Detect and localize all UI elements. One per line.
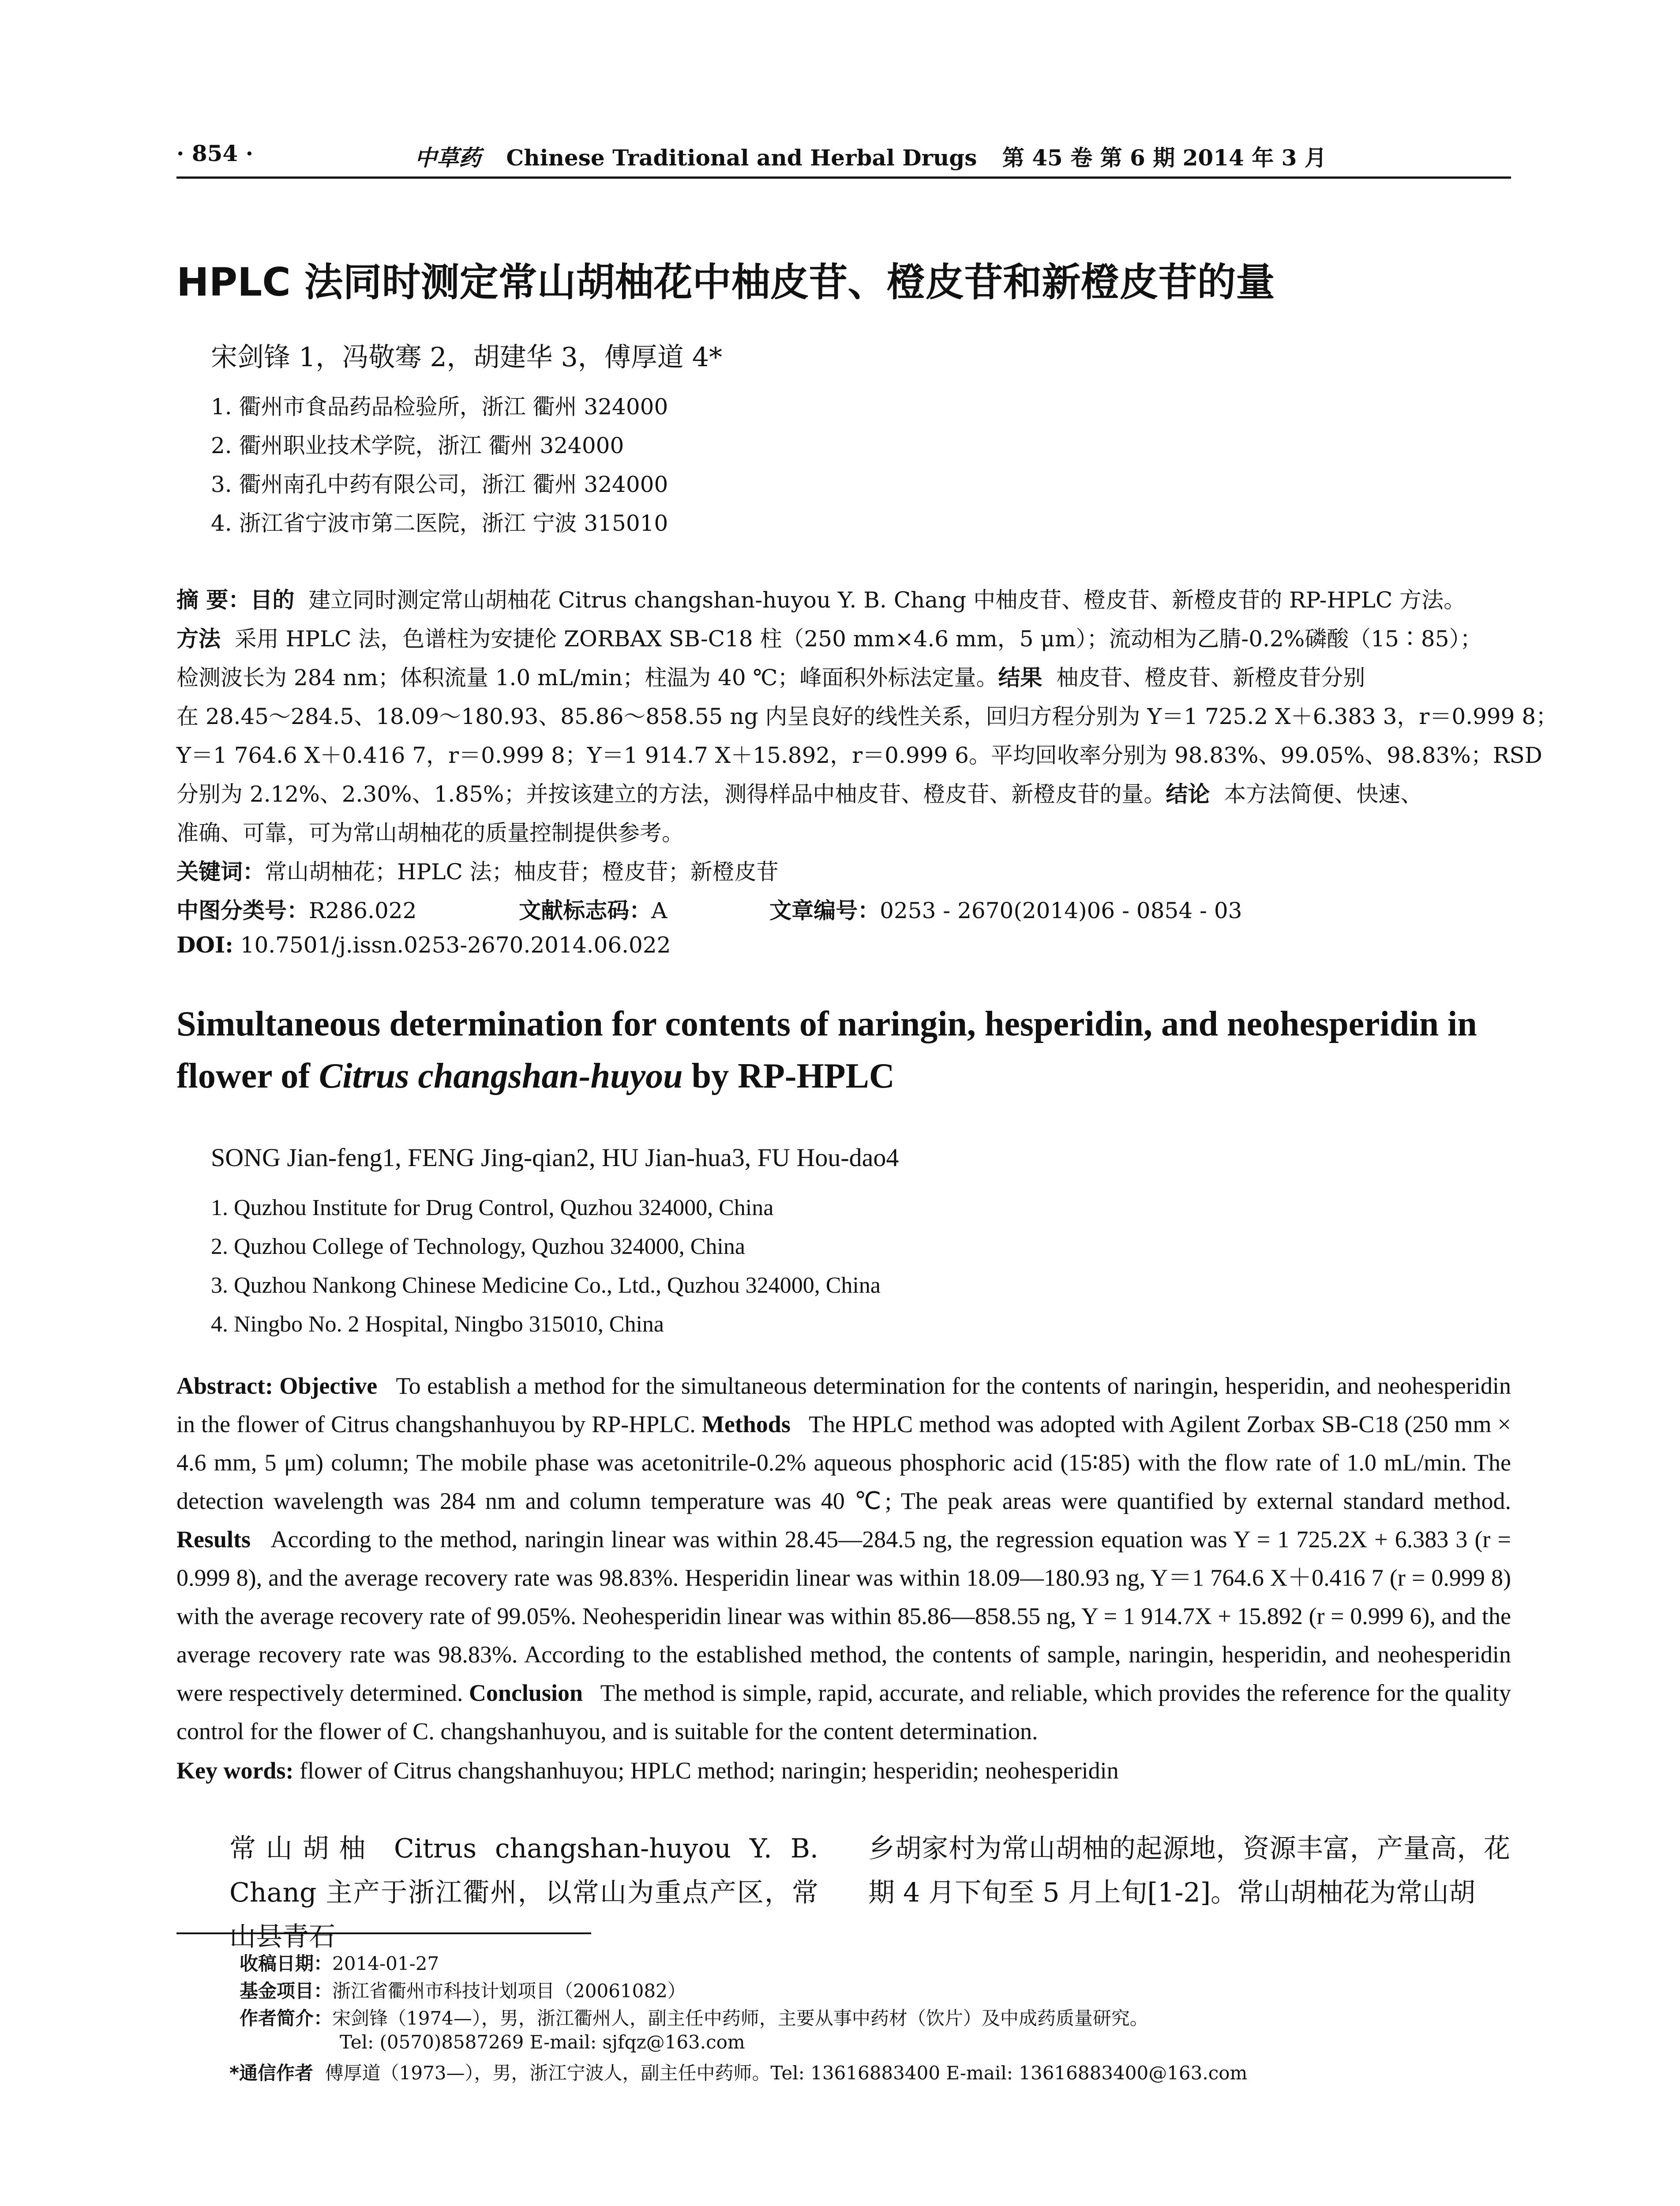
- journal-name: Chinese Traditional and Herbal Drugs: [506, 145, 977, 171]
- en-affiliation-4: 4. Ningbo No. 2 Hospital, Ningbo 315010, China: [211, 1312, 664, 1337]
- cn-results-text: 柚皮苷、橙皮苷、新橙皮苷分别: [1056, 665, 1365, 690]
- doc-code-label: 文献标志码：: [519, 898, 652, 923]
- en-title: [176, 998, 1522, 1102]
- journal-header: [415, 140, 1327, 172]
- cn-keywords-label: 关键词：: [176, 859, 265, 885]
- article-no-label: 文章编号：: [769, 898, 880, 923]
- cn-methods-text: 采用 HPLC 法，色谱柱为安捷伦 ZORBAX SB-C18 柱（250 mm×4.6 mm，5 μm）；流动相为乙腈-0.2%磷酸（15∶85）；: [234, 626, 1482, 652]
- cn-affiliation-3: 3. 衢州南孔中药有限公司，浙江 衢州 324000: [211, 472, 668, 497]
- en-authors: SONG Jian-feng1, FENG Jing-qian2, HU Jian-hua3, FU Hou-dao4: [211, 1143, 899, 1172]
- cn-keywords: [176, 854, 779, 886]
- cn-conclusion-label: 结论: [1166, 781, 1210, 807]
- cn-affiliation-1: 1. 衢州市食品药品检验所，浙江 衢州 324000: [211, 394, 668, 420]
- body-right-text: 乡胡家村为常山胡柚的起源地，资源丰富，产量高，花期 4 月下旬至 5 月上旬[1-2]。常山胡柚花为常山胡: [868, 1833, 1510, 1908]
- cn-affiliation-4: 4. 浙江省宁波市第二医院，浙江 宁波 315010: [211, 510, 668, 536]
- en-affiliation-2: 2. Quzhou College of Technology, Quzhou 324000, China: [211, 1234, 745, 1259]
- footnote-received: [240, 1949, 439, 1976]
- received-date: 2014-01-27: [332, 1953, 439, 1974]
- en-results-text: According to the method, naringin linear was within 28.45—284.5 ng, the regression equation was Y = 1 725.2X + 6.383 3 (r = 0.999 8), and the average recovery rate was 98.83%. Hesperidin linear was within 18.09—180.93 ng, Y＝1 764.6 X＋0.416 7 (r = 0.999 8) with the average recovery rate of 99.05%. Neohesperidin linear was within 85.86—858.55 ng, Y = 1 914.7X + 15.892 (r = 0.999 6), and the average recovery rate was 98.83%. According to the established method, the contents of sample, naringin, hesperidin, and neohesperidin were respectively determined.: [176, 1526, 1511, 1706]
- fund-text: 浙江省衢州市科技计划项目（20061082）: [332, 1980, 686, 2002]
- cn-affiliation-2: 2. 衢州职业技术学院，浙江 衢州 324000: [211, 433, 624, 458]
- cn-keywords-text: 常山胡柚花；HPLC 法；柚皮苷；橙皮苷；新橙皮苷: [265, 859, 779, 885]
- cn-title: HPLC 法同时测定常山胡柚花中柚皮苷、橙皮苷和新橙皮苷的量: [176, 259, 1275, 305]
- footnote-bio-contact: Tel: (0570)8587269 E-mail: sjfqz@163.com: [340, 2031, 745, 2053]
- cn-objective-label: 目的: [250, 587, 295, 613]
- clc-label: 中图分类号：: [176, 898, 309, 923]
- footnote-fund: [240, 1977, 686, 2003]
- en-results-label: Results: [176, 1526, 251, 1553]
- cn-abstract-line-7: 准确、可靠，可为常山胡柚花的质量控制提供参考。: [176, 820, 684, 846]
- cn-conclusion-text: 本方法简便、快速、: [1224, 781, 1423, 807]
- en-keywords-label: Key words:: [176, 1757, 294, 1784]
- en-title-part-2: by RP-HPLC: [682, 1057, 895, 1095]
- journal-brand: 中草药: [415, 145, 481, 171]
- corr-text: 傅厚道（1973—），男，浙江宁波人，副主任中药师。Tel: 13616883400 E-mail: 13616883400@163.com: [325, 2062, 1248, 2084]
- en-affiliation-3: 3. Quzhou Nankong Chinese Medicine Co., Ltd., Quzhou 324000, China: [211, 1273, 881, 1298]
- en-conclusion-label: Conclusion: [469, 1680, 583, 1706]
- en-affiliation-1: 1. Quzhou Institute for Drug Control, Quzhou 324000, China: [211, 1195, 774, 1220]
- cn-methods-label: 方法: [176, 626, 221, 652]
- doi-value: 10.7501/j.issn.0253-2670.2014.06.022: [240, 932, 671, 958]
- body-column-left: [176, 1827, 818, 1959]
- cn-abstract-line-3: [176, 660, 1365, 692]
- en-title-species: Citrus changshan-huyou: [319, 1057, 683, 1095]
- header-rule: [176, 176, 1511, 179]
- en-objective-label: Objective: [279, 1373, 378, 1399]
- footnote-rule: [176, 1932, 591, 1934]
- fund-label: 基金项目：: [240, 1980, 333, 2002]
- en-keywords-text: flower of Citrus changshanhuyou; HPLC method; naringin; hesperidin; neohesperidin: [299, 1757, 1119, 1784]
- en-methods-label: Methods: [701, 1411, 791, 1437]
- cn-objective-text: 建立同时测定常山胡柚花 Citrus changshan-huyou Y. B. Chang 中柚皮苷、橙皮苷、新橙皮苷的 RP-HPLC 方法。: [308, 587, 1466, 613]
- en-objective-text: To establish a method for the simultaneous determination for the contents of naringin, hesperidin, and neohesperidin in the flower of Citrus changshanhuyou by RP-HPLC.: [176, 1373, 1511, 1437]
- en-keywords: [176, 1757, 1119, 1784]
- cn-abstract-line-2: [176, 621, 1482, 653]
- doi-line: [176, 932, 671, 958]
- cn-abstract-line-4: 在 28.45～284.5、18.09～180.93、85.86～858.55 ng 内呈良好的线性关系，回归方程分别为 Y＝1 725.2 X＋6.383 3，r＝0.999 8；: [176, 704, 1558, 729]
- received-label: 收稿日期：: [240, 1953, 333, 1974]
- clc-value: R286.022: [309, 898, 417, 923]
- cn-authors: 宋剑锋 1，冯敬骞 2，胡建华 3，傅厚道 4*: [211, 342, 722, 373]
- cn-results-text-cont: 分别为 2.12%、2.30%、1.85%；并按该建立的方法，测得样品中柚皮苷、橙皮苷、新橙皮苷的量。: [176, 781, 1166, 807]
- cn-abstract-label: 摘 要：: [176, 587, 251, 613]
- footnote-corresponding: [229, 2059, 1247, 2085]
- en-abstract: [176, 1367, 1511, 1751]
- corr-label: *通信作者: [229, 2062, 313, 2084]
- cn-methods-text-cont: 检测波长为 284 nm；体积流量 1.0 mL/min；柱温为 40 ℃；峰面积外标法定量。: [176, 665, 998, 690]
- footnote-bio: [240, 2004, 1148, 2030]
- en-conclusion-text: The method is simple, rapid, accurate, and reliable, which provides the reference for the quality control for the flower of C. changshanhuyou, and is suitable for the content determination.: [176, 1680, 1511, 1745]
- bio-label: 作者简介：: [240, 2007, 333, 2029]
- journal-issue: 第 45 卷 第 6 期 2014 年 3 月: [1002, 145, 1327, 171]
- en-methods-text: The HPLC method was adopted with Agilent Zorbax SB-C18 (250 mm × 4.6 mm, 5 μm) column; The mobile phase was acetonitrile-0.2% aqueous phosphoric acid (15∶85) with the flow rate of 1.0 mL/min. The detection wavelength was 284 nm and column temperature was 40 ℃; The peak areas were quantified by external standard method.: [176, 1411, 1511, 1514]
- en-title-part-1: Simultaneous determination for contents of naringin, hesperidin, and neohesperidin in flower of: [176, 1005, 1477, 1095]
- bio-text: 宋剑锋（1974—），男，浙江衢州人，副主任中药师，主要从事中药材（饮片）及中成药质量研究。: [332, 2007, 1148, 2029]
- cn-abstract-line-5: Y＝1 764.6 X＋0.416 7，r＝0.999 8；Y＝1 914.7 X＋15.892，r＝0.999 6。平均回收率分别为 98.83%、99.05%、98.83%；RSD: [176, 743, 1542, 768]
- cn-results-label: 结果: [998, 665, 1042, 690]
- cn-classification: [176, 893, 1242, 925]
- page-number: · 854 ·: [176, 140, 253, 166]
- doc-code-value: A: [651, 898, 668, 923]
- article-no-value: 0253 - 2670(2014)06 - 0854 - 03: [880, 898, 1242, 923]
- body-column-right: [868, 1827, 1510, 1915]
- en-abstract-label: Abstract:: [176, 1373, 273, 1399]
- cn-abstract-line-6: [176, 777, 1422, 808]
- cn-abstract-line-1: [176, 582, 1466, 614]
- doi-label: DOI:: [176, 932, 233, 958]
- body-left-text: 常山胡柚 Citrus changshan-huyou Y. B. Chang 主产于浙江衢州，以常山为重点产区，常山县青石: [229, 1833, 818, 1952]
